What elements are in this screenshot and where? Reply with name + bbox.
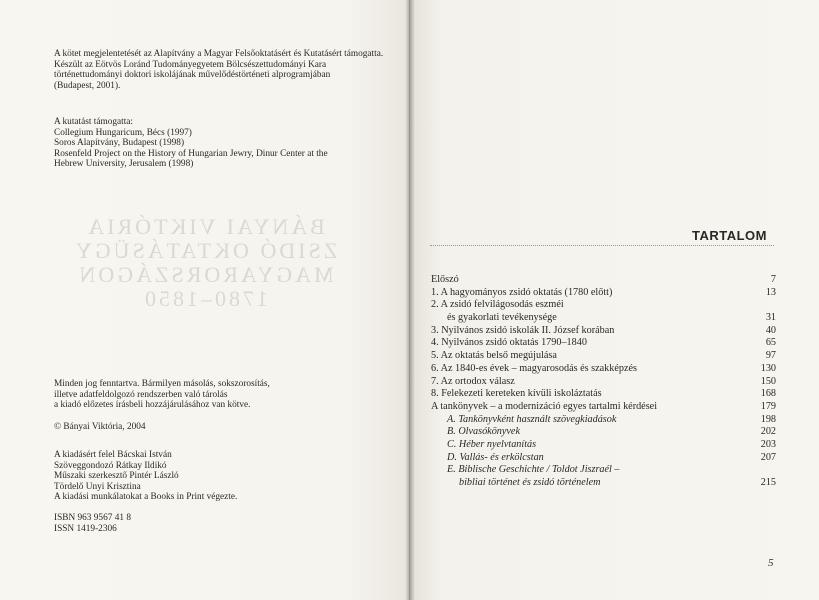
toc-entry-page: 203: [760, 438, 776, 450]
toc-entry-page: 31: [765, 312, 776, 324]
page-number: 5: [768, 557, 774, 569]
toc-entry-page: 40: [765, 324, 776, 336]
toc-entry: [431, 464, 776, 477]
toc-entry-title: D. Vallás- és erkölcstan: [447, 451, 544, 463]
toc-entry-page: 13: [765, 286, 776, 298]
toc-entry: [431, 287, 776, 300]
toc-entry-title: A tankönyvek – a modernizáció egyes tartalmi kérdései: [431, 400, 658, 412]
toc-entry: [431, 299, 776, 312]
toc-entry: [431, 401, 776, 414]
toc-entry: [431, 312, 776, 325]
toc-entry: [431, 363, 776, 376]
toc-entry: [431, 426, 776, 439]
isbn-issn: ISBN 963 9567 41 8 ISSN 1419-2306: [54, 513, 131, 534]
toc-entry-title: 6. Az 1840-es évek – magyarosodás és szakképzés: [431, 362, 637, 374]
toc-entry-title: 7. Az ortodox válasz: [431, 375, 515, 387]
toc-entry-title: 5. Az oktatás belső megújulása: [431, 350, 557, 362]
toc-entry: [431, 477, 776, 490]
toc-entry: [431, 325, 776, 338]
toc-entry-page: 179: [760, 400, 776, 412]
toc-entry-title: 3. Nyilvános zsidó iskolák II. József korában: [431, 324, 615, 336]
research-support: A kutatást támogatta: Collegium Hungaricum, Bécs (1997) Soros Alapítvány, Budapest (1998) Rosenfeld Project on the History of Hungarian Jewry, Dinur Center at the Hebrew University, Jerusalem (1998): [54, 117, 328, 170]
publishing-credits: A kiadásért felel Bácskai István Szöveggondozó Rátkay Ildikó Műszaki szerkesztő Pintér László Tördelő Unyi Krisztina A kiadási munkálatokat a Books in Print végezte.: [54, 450, 238, 503]
toc-entry-page: 130: [760, 362, 776, 374]
table-of-contents: [431, 274, 776, 490]
copyright: © Bányai Viktória, 2004: [54, 422, 146, 432]
toc-entry-title: C. Héber nyelvtanítás: [447, 438, 537, 450]
support-note: A kötet megjelentetését az Alapítvány a Magyar Felsőoktatásért és Kutatásért támogatta. Készült az Eötvös Loránd Tudományegyetem Bölcsészettudományi Kara történettudományi doktori iskolájának művelődéstörténeti alprogramjában (Budapest, 2001).: [54, 49, 384, 91]
toc-entry-title: B. Olvasókönyvek: [447, 426, 520, 438]
toc-entry-page: 7: [770, 274, 776, 285]
toc-entry: [431, 376, 776, 389]
toc-entry-page: 65: [765, 337, 776, 349]
toc-entry-title: 2. A zsidó felvilágosodás eszméi: [431, 299, 564, 311]
toc-entry-title: bibliai történet és zsidó történelem: [459, 477, 601, 488]
toc-entry: [431, 388, 776, 401]
toc-entry-page: 150: [760, 375, 776, 387]
toc-entry-title: E. Biblische Geschichte / Toldot Jiszraél –: [447, 464, 620, 476]
toc-entry: [431, 337, 776, 350]
toc-entry: [431, 350, 776, 363]
toc-entry-title: A. Tankönyvként használt szövegkiadások: [447, 413, 617, 425]
rights-notice: Minden jog fenntartva. Bármilyen másolás, sokszorosítás, illetve adatfeldolgozó rendszerben való tárolás a kiadó előzetes írásbeli hozzájárulásához van kötve.: [54, 379, 270, 411]
toc-entry-title: 1. A hagyományos zsidó oktatás (1780 előtt): [431, 286, 613, 298]
toc-entry-title: és gyakorlati tevékenysége: [447, 312, 557, 324]
book-gutter: [405, 0, 415, 600]
toc-entry-page: 168: [760, 388, 776, 400]
toc-entry: [431, 452, 776, 465]
toc-entry: [431, 274, 776, 287]
toc-entry: [431, 414, 776, 427]
toc-entry-title: 8. Felekezeti kereteken kívüli iskoláztatás: [431, 388, 602, 400]
toc-entry-page: 207: [760, 451, 776, 463]
toc-entry-title: Előszó: [431, 274, 459, 285]
toc-entry: [431, 439, 776, 452]
toc-entry-page: 198: [760, 413, 776, 425]
left-page: [0, 0, 409, 600]
toc-title: TARTALOM: [692, 228, 767, 243]
toc-entry-page: 202: [760, 426, 776, 438]
toc-entry-title: 4. Nyilvános zsidó oktatás 1790–1840: [431, 337, 587, 349]
bleed-through-title: BÁNYAI VIKTÓRIA ZSIDÓ OKTATÁSÜGY MAGYARORSZÁGON 1780–1850: [72, 214, 338, 311]
toc-divider: [430, 245, 774, 246]
toc-entry-page: 97: [765, 350, 776, 362]
toc-entry-page: 215: [760, 477, 776, 488]
